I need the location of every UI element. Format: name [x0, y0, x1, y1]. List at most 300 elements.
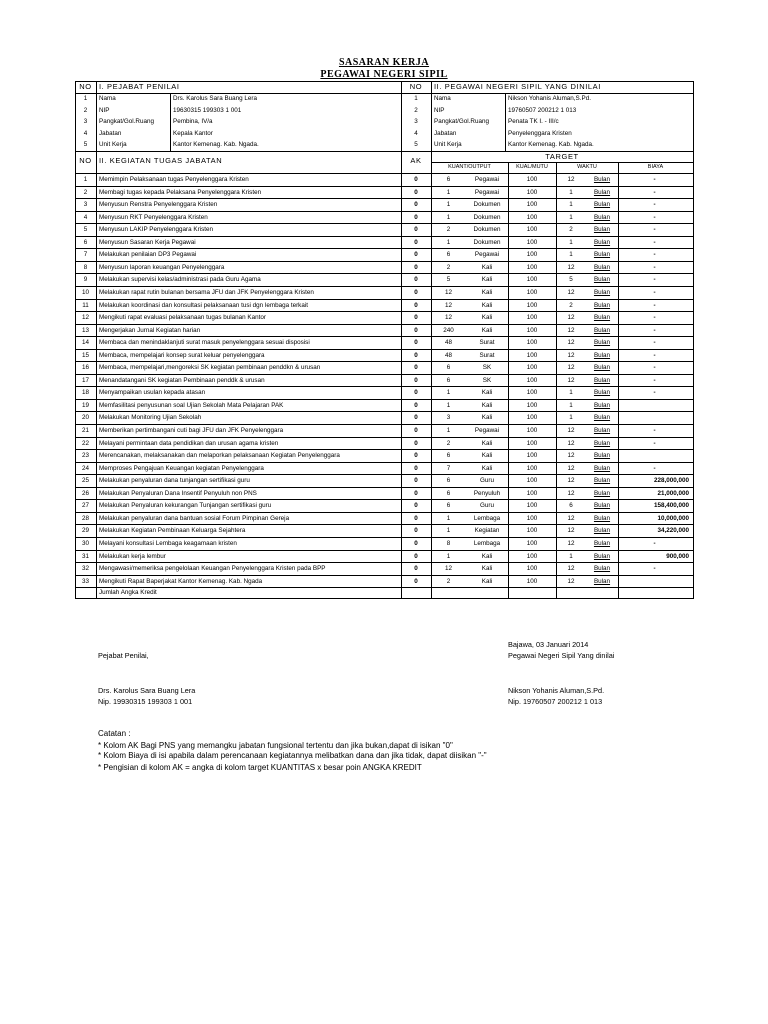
table-rule [75, 550, 694, 551]
time-value: 12 [567, 326, 575, 334]
field-value: Kantor Kemenag. Kab. Ngada. [508, 141, 594, 149]
row-number: 13 [81, 326, 89, 334]
quality-value: 100 [526, 201, 538, 209]
table-rule [75, 286, 694, 287]
output-quantity: 2 [446, 226, 451, 234]
cost-value: - [653, 288, 656, 296]
row-number: 29 [81, 527, 89, 535]
activity-name: Melakukan kerja lembur [99, 552, 166, 560]
target-header: TARGET [545, 152, 579, 161]
table-rule [96, 81, 97, 152]
table-rule [75, 562, 694, 563]
ak-value: 0 [414, 201, 418, 209]
time-unit: Bulan [593, 489, 611, 497]
table-rule [75, 411, 694, 412]
table-rule [75, 311, 694, 312]
output-quantity: 240 [443, 326, 454, 334]
output-quantity: 3 [446, 414, 451, 422]
output-unit: Guru [480, 502, 494, 510]
cost-value: - [653, 427, 656, 434]
employee-section-header: II. PEGAWAI NEGERI SIPIL YANG DINILAI [434, 82, 601, 91]
output-unit: Kali [481, 401, 493, 409]
time-unit: Bulan [593, 326, 611, 334]
output-quantity: 1 [446, 427, 451, 434]
time-value: 12 [567, 464, 575, 472]
table-rule [431, 81, 432, 152]
time-value: 12 [567, 452, 575, 460]
time-unit: Bulan [593, 314, 611, 322]
activity-name: Melakukan penyaluran dana tunjangan sertifikasi guru [99, 477, 250, 485]
output-quantity: 1 [446, 238, 451, 246]
output-quantity: 6 [446, 364, 451, 372]
note-item: * Pengisian di kolom AK = angka di kolom target KUANTITAS x besar poin ANGKA KREDIT [98, 763, 422, 772]
table-rule [75, 462, 694, 463]
table-rule [75, 424, 694, 425]
ak-value: 0 [414, 389, 418, 397]
time-unit: Bulan [593, 577, 611, 585]
field-label: Unit Kerja [99, 141, 127, 149]
output-quantity: 2 [446, 263, 451, 271]
ak-value: 0 [414, 401, 418, 409]
cost-value: - [653, 389, 656, 397]
output-unit: Kali [481, 288, 493, 296]
ak-value: 0 [414, 539, 418, 547]
table-rule [75, 299, 694, 300]
ak-value: 0 [414, 213, 418, 221]
quality-value: 100 [526, 514, 538, 522]
activity-name: Memfasilitasi penyusunan soal Ujian Sekolah Mata Pelajaran PAK [99, 401, 284, 409]
row-number: 16 [81, 364, 89, 372]
row-number: 10 [81, 288, 89, 296]
output-unit: Kali [481, 389, 493, 397]
quality-value: 100 [526, 414, 538, 422]
time-value: 12 [567, 577, 575, 585]
time-unit: Bulan [593, 301, 611, 309]
output-unit: Lembaga [473, 539, 501, 547]
activity-name: Melakukan penilaian DP3 Pegawai [99, 251, 197, 259]
output-quantity: 12 [444, 288, 452, 296]
output-quantity: 1 [446, 188, 451, 196]
row-number: 2 [83, 188, 88, 196]
time-unit: Bulan [593, 527, 611, 535]
field-label: Nama [434, 95, 451, 102]
output-unit: SK [482, 364, 492, 372]
cost-value: - [653, 213, 656, 221]
row-number: 21 [81, 427, 89, 434]
output-unit: Kali [481, 314, 493, 322]
field-label: NIP [99, 106, 110, 114]
table-rule [618, 162, 619, 599]
table-rule [75, 499, 694, 500]
time-value: 12 [567, 339, 575, 347]
output-quantity: 6 [446, 477, 451, 485]
time-unit: Bulan [593, 201, 611, 209]
ak-value: 0 [414, 288, 418, 296]
table-rule [75, 324, 694, 325]
time-value: 12 [567, 314, 575, 322]
output-unit: Kali [481, 276, 493, 284]
table-rule [75, 236, 694, 237]
output-unit: Dokumen [473, 238, 501, 246]
row-number: 31 [81, 552, 89, 560]
field-value: Kepala Kantor [173, 129, 213, 137]
activity-name: Merencanakan, melaksanakan dan melaporkan pelaksanaan Kegiatan Penyelenggara [99, 452, 340, 460]
table-rule [75, 211, 694, 212]
cost-value: - [653, 376, 656, 384]
col-no-header: NO [79, 82, 92, 91]
activity-name: Membaca dan menindaklanjuti surat masuk penyelenggara sesuai disposisi [99, 339, 310, 347]
output-quantity: 1 [446, 552, 451, 560]
time-unit: Bulan [593, 565, 611, 573]
field-label: Pangkat/Gol.Ruang [99, 118, 154, 126]
time-value: 12 [567, 539, 575, 547]
row-number: 6 [83, 238, 88, 246]
output-unit: Guru [480, 477, 494, 485]
cost-value: - [653, 238, 656, 246]
output-unit: Pegawai [474, 188, 500, 196]
row-number: 1 [414, 95, 418, 102]
time-value: 1 [569, 389, 573, 397]
row-number: 7 [83, 251, 88, 259]
ak-value: 0 [414, 577, 418, 585]
row-number: 15 [81, 351, 89, 359]
quality-value: 100 [526, 477, 538, 485]
time-value: 12 [567, 527, 575, 535]
ak-value: 0 [414, 301, 418, 309]
activity-name: Melakukan Kegiatan Pembinaan Keluarga Sejahtera [99, 527, 246, 535]
ak-value: 0 [414, 414, 418, 422]
time-unit: Bulan [593, 414, 611, 422]
time-unit: Bulan [593, 514, 611, 522]
time-unit: Bulan [593, 539, 611, 547]
activity-name: Membaca, mempelajari,mengoreksi SK kegiatan pembinaan penddkn & urusan [99, 364, 321, 372]
row-number: 2 [83, 106, 88, 114]
row-number: 5 [414, 141, 418, 149]
time-value: 1 [569, 414, 573, 422]
document-title: SASARAN KERJA [338, 57, 430, 68]
table-rule [75, 93, 694, 94]
row-number: 5 [83, 226, 88, 234]
table-rule [505, 93, 506, 151]
activity-name: Melakukan penyaluran dana bantuan sosial Forum Pimpinan Gereja [99, 514, 290, 522]
table-rule [75, 512, 694, 513]
row-number: 18 [81, 389, 89, 397]
ak-value: 0 [414, 552, 418, 560]
table-rule [75, 186, 694, 187]
quality-value: 100 [526, 226, 538, 234]
col-ak-header: AK [410, 156, 422, 165]
time-unit: Bulan [593, 376, 611, 384]
row-number: 30 [81, 539, 89, 547]
ak-value: 0 [414, 188, 418, 196]
cost-value: - [653, 364, 656, 372]
quality-value: 100 [526, 376, 538, 384]
quality-value: 100 [526, 502, 538, 510]
table-rule [75, 361, 694, 362]
time-value: 12 [567, 477, 575, 485]
col-kuant-header: KUANT/OUTPUT [448, 164, 491, 170]
row-number: 19 [81, 401, 89, 409]
quality-value: 100 [526, 565, 538, 573]
row-number: 2 [414, 106, 418, 114]
table-rule [693, 81, 694, 152]
time-value: 12 [567, 514, 575, 522]
ak-value: 0 [414, 452, 418, 460]
ak-value: 0 [414, 477, 418, 485]
cost-value: - [653, 539, 656, 547]
time-value: 12 [567, 176, 575, 183]
row-number: 25 [81, 477, 89, 485]
time-value: 12 [567, 351, 575, 359]
quality-value: 100 [526, 263, 538, 271]
time-value: 1 [569, 213, 573, 221]
time-unit: Bulan [593, 276, 611, 284]
time-value: 1 [569, 238, 573, 246]
output-unit: Dokumen [473, 226, 501, 234]
col-no-header: NO [79, 156, 92, 165]
total-credit-label: Jumlah Angka Kredit [99, 589, 157, 597]
ak-value: 0 [414, 326, 418, 334]
row-number: 3 [414, 118, 418, 126]
output-unit: Surat [479, 339, 495, 347]
table-rule [75, 198, 694, 199]
col-biaya-header: BIAYA [647, 164, 664, 170]
output-quantity: 6 [446, 489, 451, 497]
output-quantity: 48 [444, 339, 452, 347]
field-value: Nikson Yohanis Aluman,S.Pd. [508, 95, 591, 102]
quality-value: 100 [526, 489, 538, 497]
quality-value: 100 [526, 176, 538, 183]
time-value: 2 [569, 226, 573, 234]
output-unit: Dokumen [473, 201, 501, 209]
cost-value: - [653, 276, 656, 284]
cost-value: - [653, 339, 656, 347]
table-rule [75, 273, 694, 274]
activity-name: Melakukan Penyaluran kekurangan Tunjangan sertifikasi guru [99, 502, 272, 510]
ak-value: 0 [414, 314, 418, 322]
ak-value: 0 [414, 251, 418, 259]
field-label: Nama [99, 95, 116, 102]
row-number: 1 [83, 95, 88, 102]
table-rule [75, 336, 694, 337]
output-quantity: 1 [446, 401, 451, 409]
quality-value: 100 [526, 238, 538, 246]
ak-value: 0 [414, 351, 418, 359]
activity-name: Mengikuti rapat evaluasi pelaksanaan tugas bulanan Kantor [99, 314, 266, 322]
activity-name: Melakukan koordinasi dan konsultasi pelaksanaan tusi dgn lembaga terkait [99, 301, 308, 309]
time-value: 12 [567, 288, 575, 296]
ak-value: 0 [414, 276, 418, 284]
output-quantity: 12 [444, 314, 452, 322]
assessor-role: Pejabat Penilai, [98, 651, 149, 660]
time-value: 12 [567, 263, 575, 271]
row-number: 4 [83, 213, 88, 221]
time-unit: Bulan [593, 288, 611, 296]
cost-value: - [653, 464, 656, 472]
time-value: 1 [569, 188, 573, 196]
notes-heading: Catatan : [98, 729, 131, 738]
output-unit: Kali [481, 263, 493, 271]
cost-value: 228,000,000 [653, 477, 689, 485]
quality-value: 100 [526, 401, 538, 409]
activity-name: Memproses Pengajuan Keuangan kegiatan Penyelenggara [99, 464, 264, 472]
output-quantity: 1 [446, 527, 451, 535]
table-rule [75, 349, 694, 350]
activity-name: Menyusun Sasaran Kerja Pegawai [99, 238, 196, 246]
activity-name: Melakukan Monitoring Ujian Sekolah [99, 414, 202, 422]
activity-name: Menandatangani SK kegiatan Pembinaan penddk & urusan [99, 376, 265, 384]
quality-value: 100 [526, 552, 538, 560]
field-value: Penyelenggara Kristen [508, 129, 572, 137]
ak-value: 0 [414, 339, 418, 347]
activity-name: Memberikan pertimbangani cuti bagi JFU dan JFK Penyelenggara [99, 427, 284, 434]
time-unit: Bulan [593, 351, 611, 359]
time-unit: Bulan [593, 213, 611, 221]
cost-value: - [653, 565, 656, 573]
output-unit: Lembaga [473, 514, 501, 522]
activity-name: Menyusun Renstra Penyelenggara Kristen [99, 201, 218, 209]
quality-value: 100 [526, 527, 538, 535]
quality-value: 100 [526, 452, 538, 460]
time-unit: Bulan [593, 439, 611, 447]
cost-value: 158,400,000 [653, 502, 689, 510]
cost-value: 34,220,000 [657, 527, 689, 535]
activity-name: Menyampaikan usulan kepada atasan [99, 389, 206, 397]
output-quantity: 6 [446, 251, 451, 259]
quality-value: 100 [526, 439, 538, 447]
time-unit: Bulan [593, 401, 611, 409]
table-rule [75, 598, 694, 599]
time-unit: Bulan [593, 464, 611, 472]
row-number: 28 [81, 514, 89, 522]
row-number: 23 [81, 452, 89, 460]
time-value: 1 [569, 401, 573, 409]
row-number: 32 [81, 565, 89, 573]
table-rule [75, 449, 694, 450]
field-label: Jabatan [99, 129, 122, 137]
activity-name: Membagi tugas kepada Pelaksana Penyelenggara Kristen [99, 188, 262, 196]
assessor-nip: Nip. 19930315 199303 1 001 [98, 697, 193, 706]
quality-value: 100 [526, 326, 538, 334]
cost-value: - [653, 326, 656, 334]
ak-value: 0 [414, 502, 418, 510]
output-unit: Kegiatan [474, 527, 500, 535]
output-quantity: 7 [446, 464, 451, 472]
time-value: 12 [567, 364, 575, 372]
ak-value: 0 [414, 427, 418, 434]
assessor-name: Drs. Karolus Sara Buang Lera [98, 686, 196, 695]
time-value: 12 [567, 489, 575, 497]
quality-value: 100 [526, 339, 538, 347]
employee-role: Pegawai Negeri Sipil Yang dinilai [508, 651, 615, 660]
ak-value: 0 [414, 565, 418, 573]
cost-value: 900,000 [666, 552, 689, 560]
field-label: Unit Kerja [434, 141, 462, 149]
output-quantity: 6 [446, 502, 451, 510]
output-unit: Pegawai [474, 176, 500, 183]
cost-value: - [653, 314, 656, 322]
time-unit: Bulan [593, 226, 611, 234]
field-label: NIP [434, 106, 445, 114]
cost-value: - [653, 301, 656, 309]
time-unit: Bulan [593, 502, 611, 510]
row-number: 3 [83, 201, 88, 209]
output-quantity: 8 [446, 539, 451, 547]
cost-value: - [653, 263, 656, 271]
table-rule [75, 437, 694, 438]
output-unit: Kali [481, 577, 493, 585]
cost-value: - [653, 439, 656, 447]
table-rule [75, 524, 694, 525]
output-quantity: 1 [446, 389, 451, 397]
quality-value: 100 [526, 577, 538, 585]
row-number: 5 [83, 141, 88, 149]
activity-name: Membaca, mempelajari konsep surat keluar penyelenggara [99, 351, 265, 359]
table-rule [693, 151, 694, 599]
time-value: 1 [569, 552, 573, 560]
time-unit: Bulan [593, 176, 611, 183]
quality-value: 100 [526, 364, 538, 372]
output-quantity: 48 [444, 351, 452, 359]
quality-value: 100 [526, 351, 538, 359]
activity-section-header: II. KEGIATAN TUGAS JABATAN [99, 156, 223, 165]
activity-name: Melakukan supervisi kelas/administrasi pada Guru Agama [99, 276, 261, 284]
row-number: 22 [81, 439, 89, 447]
activity-name: Menyusun LAKIP Penyelenggara Kristen [99, 226, 213, 234]
time-unit: Bulan [593, 263, 611, 271]
ak-value: 0 [414, 489, 418, 497]
cost-value: - [653, 251, 656, 259]
table-rule [75, 374, 694, 375]
table-rule [75, 386, 694, 387]
output-unit: Kali [481, 552, 493, 560]
field-label: Pangkat/Gol.Ruang [434, 118, 489, 126]
table-rule [75, 587, 694, 588]
quality-value: 100 [526, 301, 538, 309]
quality-value: 100 [526, 276, 538, 284]
field-value: 19760507 200212 1 013 [508, 106, 577, 114]
activity-name: Mengerjakan Jurnal Kegiatan harian [99, 326, 201, 334]
table-rule [75, 248, 694, 249]
output-unit: Kali [481, 439, 493, 447]
cost-value: - [653, 201, 656, 209]
output-quantity: 1 [446, 514, 451, 522]
table-rule [75, 537, 694, 538]
output-unit: Kali [481, 301, 493, 309]
field-value: Penata TK I. - III/c [508, 118, 559, 126]
output-unit: Kali [481, 326, 493, 334]
output-quantity: 1 [446, 201, 451, 209]
output-quantity: 1 [446, 213, 451, 221]
output-quantity: 6 [446, 176, 451, 183]
time-unit: Bulan [593, 339, 611, 347]
cost-value: 21,000,000 [657, 489, 689, 497]
row-number: 27 [81, 502, 89, 510]
time-value: 12 [567, 427, 575, 434]
time-unit: Bulan [593, 477, 611, 485]
time-value: 2 [569, 301, 573, 309]
activity-name: Mengawasi/memeriksa pengelolaan Keuangan Penyelenggara Kristen pada BPP [99, 565, 326, 573]
time-value: 6 [569, 502, 573, 510]
time-unit: Bulan [593, 238, 611, 246]
table-rule [75, 261, 694, 262]
table-rule [75, 399, 694, 400]
note-item: * Kolom Biaya di isi apabila dalam perencanaan kegiatannya melibatkan dana dan jika tidak, dapat diisikan "-" [98, 751, 487, 760]
output-quantity: 6 [446, 452, 451, 460]
activity-name: Memimpin Pelaksanaan tugas Penyelenggara Kristen [99, 176, 249, 183]
output-unit: Dokumen [473, 213, 501, 221]
col-kual-header: KUAL/MUTU [516, 164, 548, 170]
